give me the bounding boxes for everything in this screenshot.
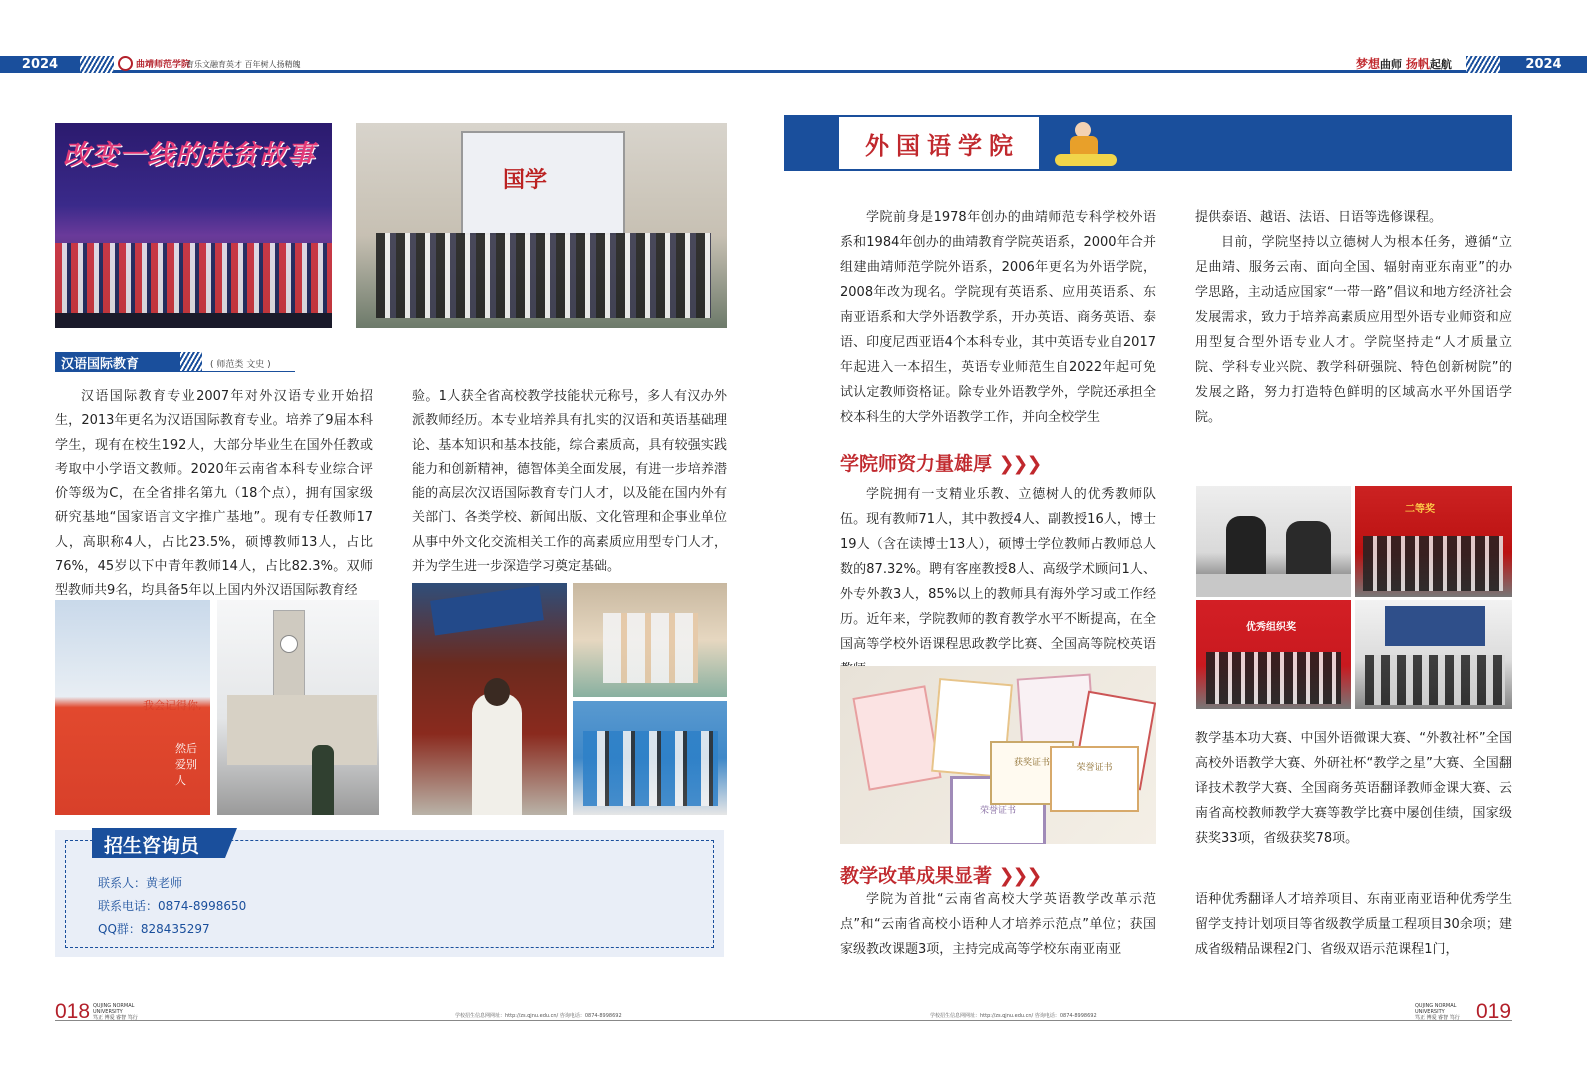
section-title: 汉语国际教育 bbox=[61, 357, 140, 372]
program-description-col1: 汉语国际教育专业2007年对外汉语专业开始招生，2013年更名为汉语国际教育专业。培养了9届本科学生，现有在校生192人，大部分毕业生在国外任教或考取中小学语文教师。2020年云南省本科专业综合评价等级为C，在全省排名第九（18个点），拥有国家级研究基地“国家语言文字推广基地”。现有专任教师17人，高职称4人，占比23.5%，硕博教师13人，占比76%，45岁以下中青年教师14人，占比82.3%。双师型教师共9名，均具备5年以上国内外汉语国际教育经 bbox=[55, 389, 373, 599]
mascot-icon bbox=[1055, 120, 1117, 168]
person-graphic bbox=[312, 745, 334, 815]
book-cover-photo bbox=[55, 600, 210, 815]
clock-tower-photo bbox=[217, 600, 379, 815]
contact-phone: 联系电话：0874-8998650 bbox=[98, 899, 247, 913]
footer-info-right: 学校招生信息网网址：http://zs.qjnu.edu.cn/ 咨询电话：0874-8998692 bbox=[930, 1013, 1097, 1019]
stage-floor bbox=[55, 313, 332, 328]
screen-award-label: 二等奖 bbox=[1405, 504, 1435, 515]
book-text-2: 然后爱别人 bbox=[175, 742, 197, 787]
header-slogan-right: 梦想曲师 扬帆起航 bbox=[1356, 57, 1452, 71]
student-head-graphic bbox=[484, 678, 510, 706]
hatch-decoration bbox=[80, 56, 114, 73]
faculty-section-text-cont: 教学基本功大赛、中国外语微课大赛、“外教社杯”全国高校外语教学大赛、外研社杯“教学之星”大赛、全国翻译技术教学大赛、全国商务英语翻译教师金课大赛、云南省高校教师教学大赛等教学比赛中屡创佳绩，国家级获奖33项，省级获奖78项。 bbox=[1195, 731, 1512, 846]
hatch-decoration-right bbox=[1466, 56, 1500, 73]
pagoda-gate-photo bbox=[412, 583, 567, 815]
contact-qq: QQ群：828435297 bbox=[98, 922, 210, 936]
faculty-section-text: 学院拥有一支精业乐教、立德树人的优秀教师队伍。现有教师71人，其中教授4人、副教授16人，博士19人（含在读博士13人），硕博士学位教师占教师总人数的87.32%。聘有客座教授8人、高级学术顾问1人、外专外教3人，85%以上的教师具有海外学习或工作经历。近年来，学院教师的教育教学水平不断提高，在全国高等学校外语课程思政教学比赛、全国高等院校英语 bbox=[840, 487, 1156, 652]
school-logo-text: 曲靖师范学院 bbox=[136, 60, 191, 70]
section-hatch bbox=[180, 352, 202, 372]
award-ceremony-photo-4 bbox=[1355, 600, 1512, 709]
contact-person: 联系人：黄老师 bbox=[98, 876, 183, 890]
college-intro-col2b: 目前，学院坚持以立德树人为根本任务，遵循“立足曲靖、服务云南、面向全国、辐射南亚东南亚”的办学思路，主动适应国家“一带一路”倡议和地方经济社会发展需求，致力于培养高素质应用型外语专业师资和应用型复合型外语专业人才。学院坚持走“人才质量立院、学科专业兴院、教学科研强院、特色创新树院”的发展之路，努力打造特色鲜明的区域高水平外国语学院。 bbox=[1195, 235, 1512, 425]
certificates-photo bbox=[840, 666, 1156, 844]
footer-rule bbox=[55, 1020, 1512, 1021]
year-tag-right: 2024 bbox=[1500, 56, 1587, 73]
award-ceremony-photo-3 bbox=[1196, 600, 1351, 709]
clock-icon bbox=[280, 635, 298, 653]
program-description-col2: 验。1人获全省高校教学技能状元称号，多人有汉办外派教师经历。本专业培养具有扎实的汉语和英语基础理论、基本知识和基本技能，综合素质高，具有较强实践能力和创新精神，德智体美全面发展，有进一步培养潜能的高层次汉语国际教育专门人才，以及能在国内外有关部门、各类学校、新闻出版、文化管理和企事业单位从事中外文化交流相关工作的高素质应用型专门人才，并为学生进一步深造学习奠定基础。 bbox=[412, 389, 727, 575]
footer-motto-left: QUJING NORMAL UNIVERSITY 笃正 博爱 睿智 笃行 bbox=[93, 1003, 138, 1021]
header-slogan-left: 育乐文融育英才 百年树人扬精魄 bbox=[186, 60, 301, 69]
college-title: 外国语学院 bbox=[865, 131, 1020, 160]
banner-text: 改变一线的扶贫故事 bbox=[63, 140, 315, 171]
certificate-label: 获奖证书 bbox=[990, 741, 1074, 805]
reform-section-col2: 语种优秀翻译人才培养项目、东南亚南亚语种优秀学生留学支持计划项目等省级教学质量工程项目30余项；建成省级精品课程2门、省级双语示范课程1门， bbox=[1195, 892, 1512, 957]
reform-section-title: 教学改革成果显著 ❯❯❯ bbox=[840, 865, 1041, 887]
book-text-1: 我会记得你, bbox=[143, 699, 202, 712]
reform-section-col1: 学院为首批“云南省高校大学英语教学改革示范点”和“云南省高校小语种人才培养示范点”单位；获国家级教改课题3项，主持完成高等学校东南亚南亚 bbox=[840, 892, 1156, 957]
certificate-label: 荣誉证书 bbox=[950, 776, 1046, 844]
chevron-right-icon: ❯❯❯ bbox=[998, 453, 1041, 475]
faculty-section-title: 学院师资力量雄厚 ❯❯❯ bbox=[840, 453, 1041, 475]
college-intro-col2a: 提供泰语、越语、法语、日语等选修课程。 bbox=[1195, 210, 1443, 225]
students-uniform-graphic bbox=[583, 731, 718, 806]
page-number-left: 018 bbox=[55, 1000, 91, 1023]
group-photo bbox=[356, 123, 727, 328]
contact-title-arrow bbox=[225, 828, 237, 858]
header-rule bbox=[0, 70, 1587, 73]
title-band-left-block bbox=[784, 115, 839, 171]
award-ceremony-photo-2 bbox=[1355, 486, 1512, 597]
footer-info-left: 学校招生信息网网址：http://zs.qjnu.edu.cn/ 咨询电话：0874-8998692 bbox=[455, 1013, 622, 1019]
projection-screen: 国学 bbox=[461, 131, 625, 235]
chevron-right-icon: ❯❯❯ bbox=[998, 865, 1041, 887]
students-graphic bbox=[603, 613, 698, 683]
year-tag-left: 2024 bbox=[0, 56, 80, 73]
award-ceremony-photo-1 bbox=[1196, 486, 1351, 597]
section-subtitle: ( 师范类 文史 ) bbox=[210, 360, 271, 370]
certificate-label: 荣誉证书 bbox=[1050, 746, 1139, 812]
school-logo-icon bbox=[118, 56, 133, 71]
certificate-graphic bbox=[852, 685, 941, 790]
contact-title: 招生咨询员 bbox=[104, 835, 200, 857]
people-row-graphic bbox=[376, 233, 711, 318]
screen-award-label: 优秀组织奖 bbox=[1246, 622, 1296, 633]
students-group-photo bbox=[573, 701, 727, 815]
gate-sign-graphic bbox=[430, 586, 544, 636]
footer-motto-right: QUJING NORMAL UNIVERSITY 笃正 博爱 睿智 笃行 bbox=[1415, 1003, 1460, 1021]
student-graphic bbox=[472, 693, 522, 815]
page-number-right: 019 bbox=[1476, 1000, 1512, 1023]
building-graphic bbox=[227, 695, 377, 765]
stage-performance-photo bbox=[55, 123, 332, 328]
classroom-photo bbox=[573, 583, 727, 697]
college-intro-col1: 学院前身是1978年创办的曲靖师范专科学校外语系和1984年创办的曲靖教育学院英语系，2000年合并组建曲靖师范学院外语系，2006年更名为外语学院，2008年改为现名。学院现有英语系、应用英语系、东南亚语系和大学外语教学系，开办英语、商务英语、泰语、印度尼西亚语4个本科专业，其中英语专业自2017年起进入一本招生，英语专业师范生自2022年起可免试认定教师资格证。除专业外语教学外，学院还承担全校本科生的大学外语教学工作，并向全校学生 bbox=[840, 210, 1156, 425]
